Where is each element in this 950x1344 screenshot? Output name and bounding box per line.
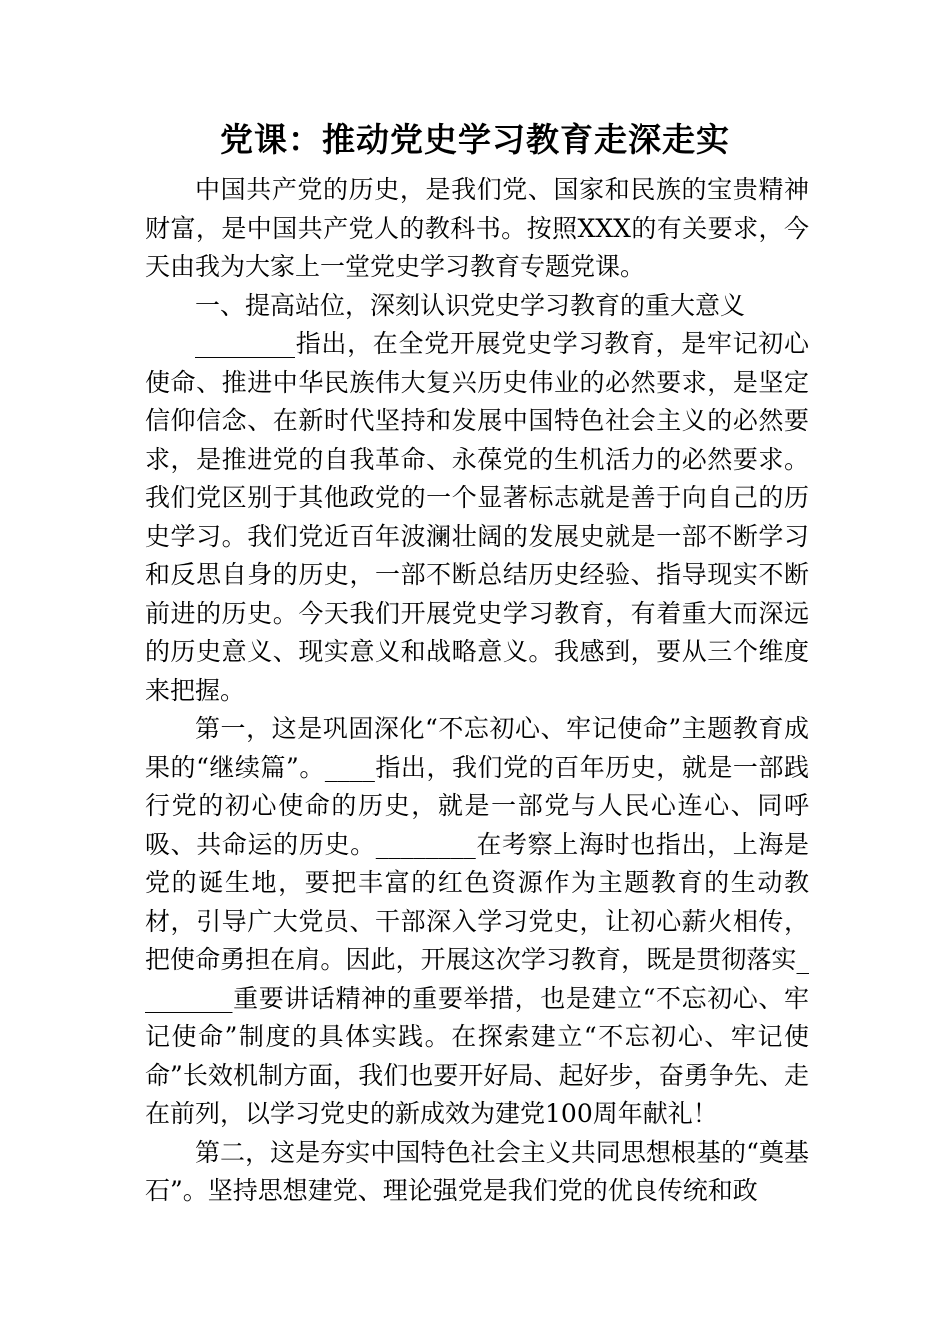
document-body xyxy=(145,171,809,1211)
paragraph-point-two: 第二，这是夯实中国特色社会主义共同思想根基的“奠基石”。坚持思想建党、理论强党是我们党的优良传统和政 xyxy=(145,1137,809,1205)
intro-paragraph: 中国共产党的历史，是我们党、国家和民族的宝贵精神财富，是中国共产党人的教科书。按照XXX的有关要求，今天由我为大家上一堂党史学习教育专题党课。 xyxy=(145,175,809,281)
paragraph-significance: ________指出，在全党开展党史学习教育，是牢记初心使命、推进中华民族伟大复兴历史伟业的必然要求，是坚定信仰信念、在新时代坚持和发展中国特色社会主义的必然要求，是推进党的自我革命、永葆党的生机活力的必然要求。我们党区别于其他政党的一个显著标志就是善于向自己的历史学习。我们党近百年波澜壮阔的发展史就是一部不断学习和反思自身的历史，一部不断总结历史经验、指导现实不断前进的历史。今天我们开展党史学习教育，有着重大而深远的历史意义、现实意义和战略意义。我感到，要从三个维度来把握。 xyxy=(145,329,809,705)
section-heading-1: 一、提高站位，深刻认识党史学习教育的重大意义 xyxy=(195,290,746,320)
document-title: 党课：推动党史学习教育走深走实 xyxy=(220,120,730,159)
paragraph-point-one: 第一，这是巩固深化“不忘初心、牢记使命”主题教育成果的“继续篇”。____指出，我们党的百年历史，就是一部践行党的初心使命的历史，就是一部党与人民心连心、同呼吸、共命运的历史。________在考察上海时也指出，上海是党的诞生地，要把丰富的红色资源作为主题教育的生动教材，引导广大党员、干部深入学习党史，让初心薪火相传，把使命勇担在肩。因此，开展这次学习教育，既是贯彻落实________重要讲话精神的重要举措，也是建立“不忘初心、牢记使命”制度的具体实践。在探索建立“不忘初心、牢记使命”长效机制方面，我们也要开好局、起好步，奋勇争先、走在前列，以学习党史的新成效为建党100周年献礼！ xyxy=(145,714,809,1128)
